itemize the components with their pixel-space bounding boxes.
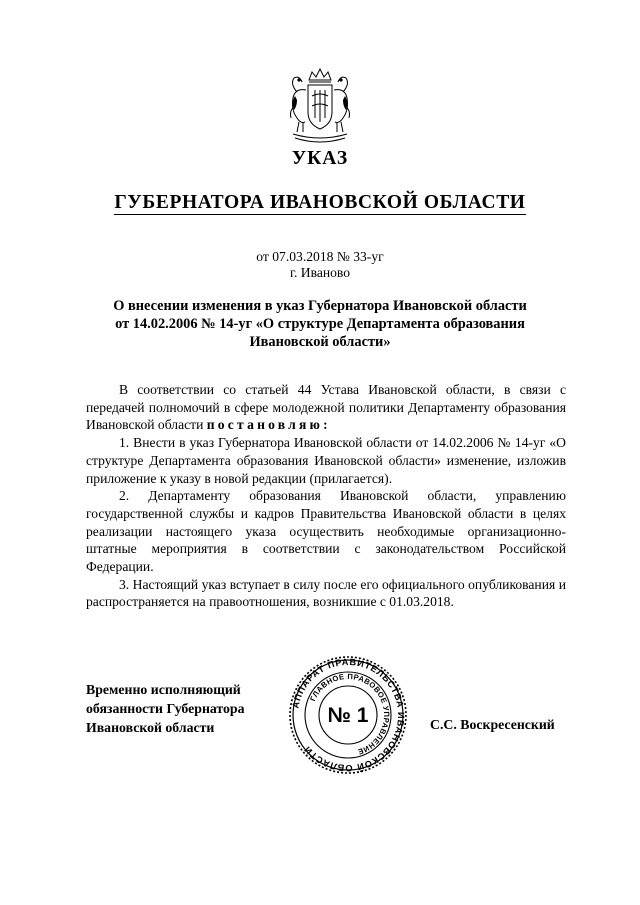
document-subject xyxy=(80,297,560,351)
signatory-position-line: обязанности Губернатора xyxy=(86,701,245,716)
document-city: г. Иваново xyxy=(289,265,351,280)
document-title: УКАЗ xyxy=(291,148,349,169)
document-issuer-text: ГУБЕРНАТОРА ИВАНОВСКОЙ ОБЛАСТИ xyxy=(114,192,526,213)
subject-line: от 14.02.2006 № 14-уг «О структуре Департамента образования xyxy=(115,316,525,332)
clause-paragraph: 3. Настоящий указ вступает в силу после его официального опубликования и распространяется на правоотношения, возникшие с 01.03.2018. xyxy=(86,576,566,610)
document-body xyxy=(86,381,566,611)
signatory-position xyxy=(86,680,245,737)
signatory-position-line: Ивановской области xyxy=(86,720,215,735)
signatory-name: С.С. Воскресенский xyxy=(430,717,555,732)
resolve-word: постановляю xyxy=(206,417,324,433)
subject-line: Ивановской области» xyxy=(249,334,391,350)
stamp-outer-text: АППАРАТ ПРАВИТЕЛЬСТВА ИВАНОВСКОЙ ОБЛАСТИ xyxy=(290,656,407,774)
official-stamp xyxy=(288,655,408,775)
stamp-number: № 1 xyxy=(327,704,369,727)
document-date-number: от 07.03.2018 № 33-уг xyxy=(256,249,384,264)
subject-line: О внесении изменения в указ Губернатора Ивановской области xyxy=(113,298,527,314)
coat-of-arms-emblem xyxy=(285,66,355,146)
clause-paragraph: 1. Внести в указ Губернатора Ивановской области от 14.02.2006 № 14-уг «О структуре Департамента образования Ивановской области» изменение, изложив приложение к указу в новой редакции (прилагается). xyxy=(86,435,566,486)
preamble-text: В соответствии со статьей 44 Устава Ивановской области, в связи с передачей полномочий в сфере молодежной политики Департаменту образования Ивановской области xyxy=(86,382,566,433)
signatory-position-line: Временно исполняющий xyxy=(86,682,241,697)
document-issuer xyxy=(0,192,640,214)
preamble-paragraph xyxy=(86,381,566,434)
clause-paragraph: 2. Департаменту образования Ивановской области, управлению государственной службы и кадров Правительства Ивановской области в целях реализации настоящего указа осуществить необходимые организационно-штатные мероприятия в соответствии с законодательством Российской Федерации. xyxy=(86,488,566,575)
stamp-inner-text: ГЛАВНОЕ ПРАВОВОЕ УПРАВЛЕНИЕ xyxy=(308,671,392,757)
resolve-colon: : xyxy=(323,417,328,433)
